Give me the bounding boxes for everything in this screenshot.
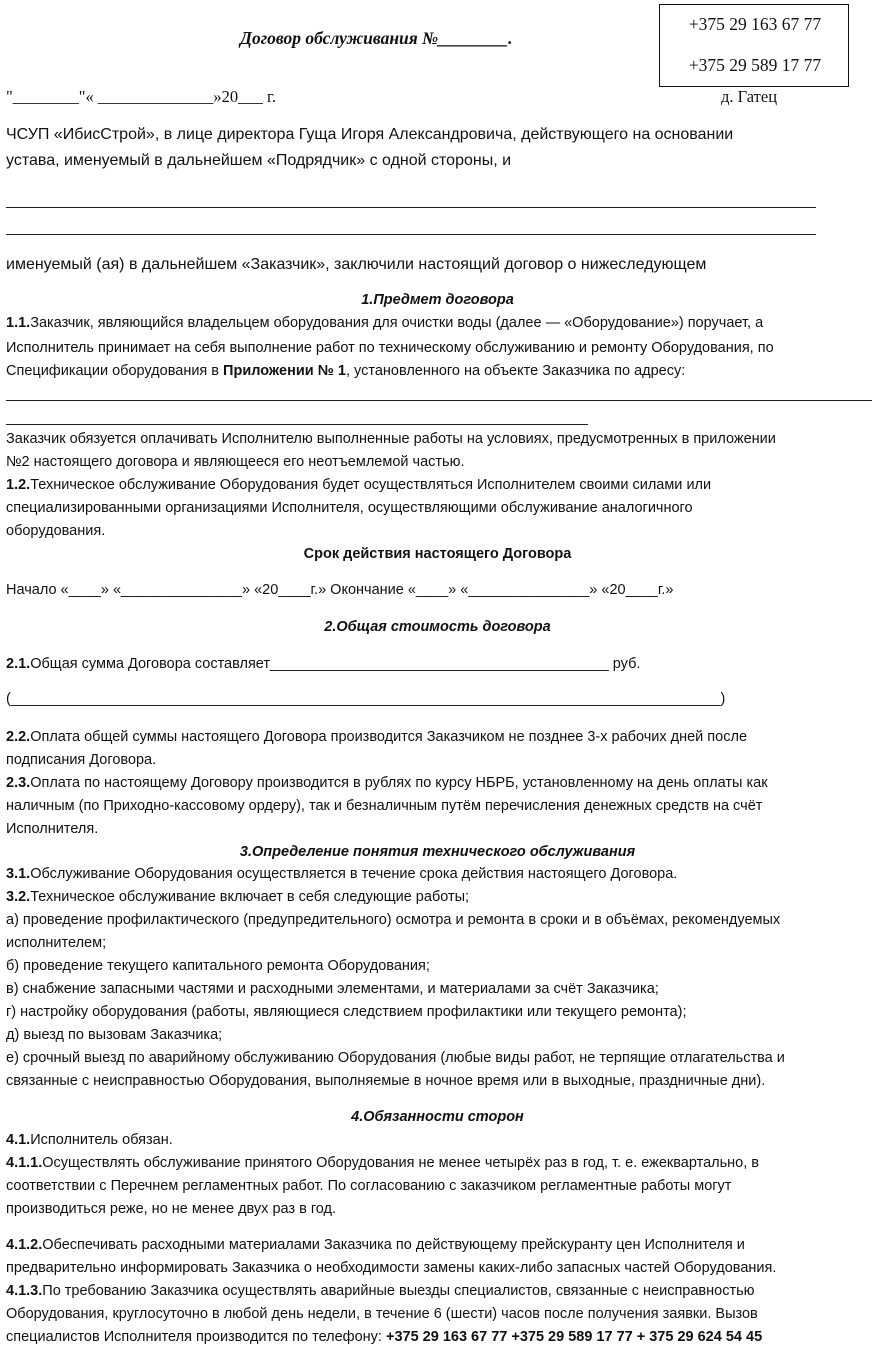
clause-text: Осуществлять обслуживание принятого Оборудования не менее четырёх раз в год, т. е. ежеквартально, в	[42, 1155, 760, 1171]
customer-name-line-2	[6, 234, 816, 235]
payment-line-1: Заказчик обязуется оплачивать Исполнителю выполненные работы на условиях, предусмотренных в приложении	[6, 431, 776, 447]
item-e-line-2: связанные с неисправностью Оборудования, выполняемые в ночное время или в выходные, праздничные дни).	[6, 1073, 766, 1089]
clause-text: Исполнитель обязан.	[30, 1132, 173, 1148]
clause-3-1	[6, 865, 677, 883]
clause-text: Техническое обслуживание включает в себя следующие работы;	[30, 889, 470, 905]
intro-line-1: ЧСУП «ИбисСтрой», в лице директора Гуща Игоря Александровича, действующего на основании	[6, 126, 734, 143]
address-line-1	[6, 400, 872, 401]
item-b: б) проведение текущего капитального ремонта Оборудования;	[6, 958, 430, 974]
item-d: д) выезд по вызовам Заказчика;	[6, 1027, 223, 1043]
clause-number: 4.1.1.	[6, 1155, 43, 1171]
term-heading: Срок действия настоящего Договора	[303, 546, 572, 562]
term-line: Начало «____» «_______________» «20____г.» Окончание «____» «_______________» «20____г.»	[6, 582, 674, 598]
clause-4-1-3-line-2: Оборудования, круглосуточно в любой день недели, в течение 6 (шести) часов после получения заявки. Вызов	[6, 1306, 758, 1322]
phone-number-1: +375 29 163 67 77	[688, 14, 822, 34]
clause-1-1-line-3	[6, 362, 685, 380]
clause-number: 3.2.	[6, 889, 31, 905]
clause-number: 1.2.	[6, 477, 31, 493]
clause-text: По требованию Заказчика осуществлять аварийные выезды специалистов, связанные с неисправностью	[42, 1283, 755, 1299]
clause-1-2-line-2: специализированными организациями Исполнителя, осуществляющими обслуживание аналогичного	[6, 500, 693, 516]
item-e-line-1: е) срочный выезд по аварийному обслуживанию Оборудования (любые виды работ, не терпящие отлагательства и	[6, 1050, 785, 1066]
clause-text: Общая сумма Договора составляет__________________________________________ руб.	[30, 656, 641, 672]
clause-4-1-1-line-1	[6, 1154, 759, 1172]
clause-4-1-1-line-3: производиться реже, но не менее двух раз в год.	[6, 1201, 337, 1217]
clause-1-1-line-2: Исполнитель принимает на себя выполнение работ по техническому обслуживанию и ремонту Оборудования, по	[6, 340, 774, 356]
amount-in-words-line: (________________________________________________________________________________________)	[6, 691, 726, 707]
clause-4-1-3-line-1	[6, 1282, 755, 1300]
clause-text: Техническое обслуживание Оборудования будет осуществляться Исполнителем своими силами или	[30, 477, 712, 493]
clause-number: 3.1.	[6, 866, 31, 882]
payment-line-2: №2 настоящего договора и являющееся его неотъемлемой частью.	[6, 454, 465, 470]
clause-4-1-1-line-2: соответствии с Перечнем регламентных работ. По согласованию с заказчиком регламентные работы могут	[6, 1178, 732, 1194]
section-4-heading: 4.Обязанности сторон	[351, 1109, 524, 1125]
clause-2-3-line-2: наличным (по Приходно-кассовому ордеру), так и безналичным путём перечисления денежных средств на счёт	[6, 798, 763, 814]
clause-number: 1.1.	[6, 315, 31, 331]
item-v: в) снабжение запасными частями и расходными элементами, и материалами за счёт Заказчика;	[6, 981, 659, 997]
clause-text: Оплата по настоящему Договору производится в рублях по курсу НБРБ, установленному на день оплаты как	[30, 775, 768, 791]
item-g: г) настройку оборудования (работы, являющиеся следствием профилактики или текущего ремонта);	[6, 1004, 687, 1020]
customer-name-line-1	[6, 207, 816, 208]
clause-2-3-line-1	[6, 774, 768, 792]
clause-4-1-2-line-2: предварительно информировать Заказчика о необходимости замены каких-либо запасных частей Оборудования.	[6, 1260, 777, 1276]
clause-4-1-2-line-1	[6, 1236, 745, 1254]
clause-number: 2.3.	[6, 775, 31, 791]
clause-2-2-line-1	[6, 728, 747, 746]
item-a-line-2: исполнителем;	[6, 935, 107, 951]
section-3-heading: 3.Определение понятия технического обслуживания	[239, 844, 636, 860]
clause-number: 4.1.3.	[6, 1283, 43, 1299]
clause-text: специалистов Исполнителя производится по телефону:	[6, 1329, 386, 1345]
clause-text: Оплата общей суммы настоящего Договора производится Заказчиком не позднее 3-х рабочих дней после	[30, 729, 748, 745]
contact-phones: +375 29 163 67 77 +375 29 589 17 77 + 375 29 624 54 45	[385, 1329, 763, 1345]
clause-1-2-line-1	[6, 476, 711, 494]
contract-title: Договор обслуживания №________.	[240, 28, 513, 48]
section-1-heading: 1.Предмет договора	[361, 292, 514, 308]
clause-4-1-3-line-3	[6, 1328, 762, 1346]
clause-number: 2.2.	[6, 729, 31, 745]
clause-text: Спецификации оборудования в	[6, 363, 224, 379]
clause-2-2-line-2: подписания Договора.	[6, 752, 157, 768]
clause-number: 4.1.2.	[6, 1237, 43, 1253]
section-2-heading: 2.Общая стоимость договора	[324, 619, 551, 635]
clause-3-2	[6, 888, 469, 906]
clause-2-3-line-3: Исполнителя.	[6, 821, 99, 837]
phone-box	[659, 4, 849, 87]
address-line-2	[6, 424, 588, 425]
clause-number: 2.1.	[6, 656, 31, 672]
date-line: "________"« ______________»20___ г.	[6, 87, 277, 106]
item-a-line-1: а) проведение профилактического (предупредительного) осмотра и ремонта в сроки и в объёмах, рекомендуемых	[6, 912, 781, 928]
intro-line-2: устава, именуемый в дальнейшем «Подрядчик» с одной стороны, и	[6, 152, 512, 169]
clause-2-1	[6, 655, 640, 673]
clause-4-1	[6, 1131, 173, 1149]
clause-number: 4.1.	[6, 1132, 31, 1148]
clause-text: , установленного на объекте Заказчика по адресу:	[345, 363, 686, 379]
appendix-reference: Приложении № 1	[223, 363, 346, 379]
clause-text: Обслуживание Оборудования осуществляется в течение срока действия настоящего Договора.	[30, 866, 678, 882]
phone-number-2: +375 29 589 17 77	[688, 55, 822, 75]
clause-text: Обеспечивать расходными материалами Заказчика по действующему прейскуранту цен Исполнителя и	[42, 1237, 745, 1253]
clause-1-2-line-3: оборудования.	[6, 523, 106, 539]
city-label: д. Гатец	[721, 87, 778, 106]
clause-text: Заказчик, являющийся владельцем оборудования для очистки воды (далее — «Оборудование») поручает, а	[30, 315, 764, 331]
intro-line-3: именуемый (ая) в дальнейшем «Заказчик», заключили настоящий договор о нижеследующем	[6, 256, 707, 273]
clause-1-1-line-1	[6, 314, 763, 332]
